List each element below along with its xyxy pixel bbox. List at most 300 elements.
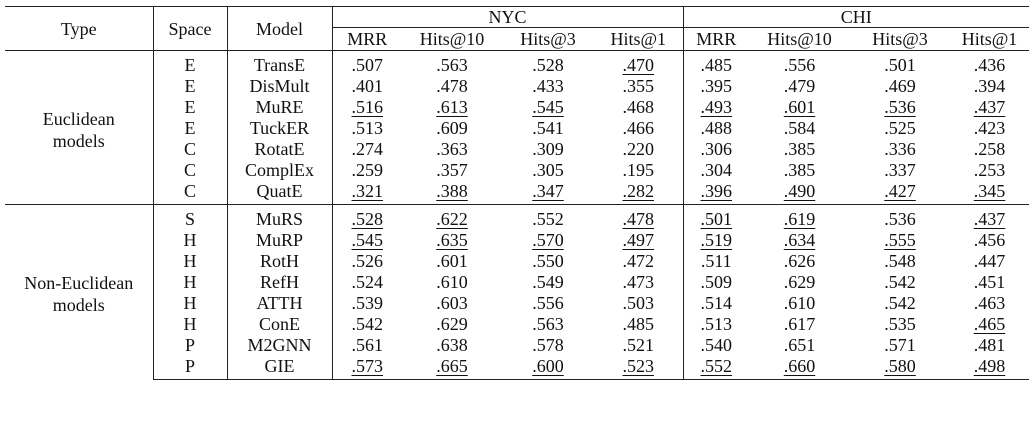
value-text: .363 <box>436 139 468 159</box>
value-cell <box>749 51 850 77</box>
value-cell <box>950 293 1029 314</box>
value-text: .629 <box>783 272 816 292</box>
value-cell <box>502 76 594 97</box>
table-row <box>5 230 1029 251</box>
value-text: .629 <box>436 314 468 334</box>
value-text: .220 <box>622 139 654 159</box>
value-cell <box>594 335 683 356</box>
value-text: .355 <box>622 76 654 96</box>
value-text: .490 <box>783 181 816 201</box>
value-cell <box>850 251 950 272</box>
space-cell: H <box>153 230 227 251</box>
value-cell <box>332 356 402 380</box>
value-cell <box>594 51 683 77</box>
value-cell <box>850 97 950 118</box>
value-cell <box>502 51 594 77</box>
value-cell <box>683 139 749 160</box>
model-cell: TuckER <box>227 118 332 139</box>
value-cell <box>950 230 1029 251</box>
value-cell <box>332 97 402 118</box>
value-cell <box>683 335 749 356</box>
value-text: .545 <box>532 97 564 117</box>
value-text: .337 <box>884 160 916 180</box>
value-text: .610 <box>783 293 816 313</box>
value-text: .626 <box>783 251 816 271</box>
value-cell <box>402 76 502 97</box>
value-cell <box>850 272 950 293</box>
value-cell <box>749 293 850 314</box>
value-text: .610 <box>436 272 468 292</box>
value-cell <box>749 205 850 231</box>
value-cell <box>594 293 683 314</box>
value-cell <box>683 272 749 293</box>
value-cell <box>332 230 402 251</box>
value-cell <box>502 293 594 314</box>
value-cell <box>594 76 683 97</box>
value-text: .516 <box>351 97 383 117</box>
value-cell <box>850 160 950 181</box>
value-text: .578 <box>532 335 564 355</box>
space-cell: P <box>153 356 227 380</box>
results-table <box>5 6 1029 380</box>
value-cell <box>594 251 683 272</box>
value-cell <box>683 181 749 205</box>
value-text: .423 <box>973 118 1006 138</box>
value-cell <box>850 293 950 314</box>
header-chi-hits1: Hits@1 <box>950 28 1029 51</box>
value-cell <box>749 335 850 356</box>
value-text: .601 <box>783 97 816 117</box>
value-cell <box>683 314 749 335</box>
value-text: .545 <box>351 230 383 250</box>
value-text: .488 <box>700 118 733 138</box>
value-text: .563 <box>532 314 564 334</box>
value-cell <box>850 139 950 160</box>
value-cell <box>502 160 594 181</box>
value-cell <box>594 230 683 251</box>
value-text: .306 <box>700 139 733 159</box>
value-cell <box>683 118 749 139</box>
value-cell <box>594 139 683 160</box>
value-cell <box>950 272 1029 293</box>
group-type-cell <box>5 205 153 380</box>
value-text: .427 <box>884 181 916 201</box>
value-cell <box>402 118 502 139</box>
value-cell <box>850 230 950 251</box>
value-text: .469 <box>884 76 916 96</box>
value-cell <box>502 251 594 272</box>
value-cell <box>502 97 594 118</box>
value-cell <box>402 356 502 380</box>
space-cell: E <box>153 97 227 118</box>
value-text: .542 <box>884 272 916 292</box>
table-body <box>5 51 1029 380</box>
value-text: .497 <box>622 230 654 250</box>
value-cell <box>402 314 502 335</box>
value-cell <box>594 205 683 231</box>
value-cell <box>332 251 402 272</box>
value-text: .436 <box>973 55 1006 75</box>
header-dataset-nyc: NYC <box>332 7 683 28</box>
header-type: Type <box>5 7 153 51</box>
value-cell <box>502 118 594 139</box>
value-text: .622 <box>436 209 468 229</box>
value-text: .437 <box>973 97 1006 117</box>
value-text: .304 <box>700 160 733 180</box>
value-text: .542 <box>884 293 916 313</box>
value-text: .282 <box>622 181 654 201</box>
value-cell <box>402 205 502 231</box>
value-text: .613 <box>436 97 468 117</box>
value-cell <box>683 293 749 314</box>
value-cell <box>332 181 402 205</box>
table-row <box>5 272 1029 293</box>
value-cell <box>502 230 594 251</box>
value-text: .401 <box>351 76 383 96</box>
value-text: .638 <box>436 335 468 355</box>
value-text: .472 <box>622 251 654 271</box>
value-text: .580 <box>884 356 916 376</box>
value-text: .609 <box>436 118 468 138</box>
value-text: .388 <box>436 181 468 201</box>
value-cell <box>502 314 594 335</box>
value-text: .556 <box>783 55 816 75</box>
value-text: .519 <box>700 230 733 250</box>
header-nyc-mrr: MRR <box>332 28 402 51</box>
value-cell <box>502 205 594 231</box>
value-cell <box>683 160 749 181</box>
value-text: .619 <box>783 209 816 229</box>
value-cell <box>950 76 1029 97</box>
value-cell <box>850 314 950 335</box>
table-row <box>5 51 1029 77</box>
value-text: .345 <box>973 181 1006 201</box>
header-chi-mrr: MRR <box>683 28 749 51</box>
header-dataset-chi: CHI <box>683 7 1029 28</box>
value-cell <box>749 230 850 251</box>
value-text: .541 <box>532 118 564 138</box>
table-row <box>5 76 1029 97</box>
value-cell <box>950 335 1029 356</box>
value-text: .634 <box>783 230 816 250</box>
table-row <box>5 356 1029 380</box>
value-text: .651 <box>783 335 816 355</box>
value-text: .468 <box>622 97 654 117</box>
table-row <box>5 293 1029 314</box>
value-cell <box>402 160 502 181</box>
space-cell: H <box>153 293 227 314</box>
space-cell: C <box>153 160 227 181</box>
value-cell <box>950 314 1029 335</box>
value-text: .478 <box>436 76 468 96</box>
value-text: .394 <box>973 76 1006 96</box>
model-cell: RefH <box>227 272 332 293</box>
value-cell <box>402 335 502 356</box>
value-text: .447 <box>973 251 1006 271</box>
model-cell: M2GNN <box>227 335 332 356</box>
value-text: .347 <box>532 181 564 201</box>
value-text: .478 <box>622 209 654 229</box>
value-text: .493 <box>700 97 733 117</box>
value-cell <box>950 118 1029 139</box>
value-cell <box>749 251 850 272</box>
value-cell <box>594 118 683 139</box>
header-nyc-hits1: Hits@1 <box>594 28 683 51</box>
table-row <box>5 160 1029 181</box>
value-cell <box>402 51 502 77</box>
value-cell <box>502 272 594 293</box>
value-cell <box>749 181 850 205</box>
value-text: .433 <box>532 76 564 96</box>
value-cell <box>749 97 850 118</box>
value-text: .511 <box>700 251 732 271</box>
value-cell <box>594 97 683 118</box>
space-cell: S <box>153 205 227 231</box>
value-text: .485 <box>700 55 733 75</box>
group-type-cell <box>5 51 153 205</box>
value-text: .617 <box>783 314 816 334</box>
value-text: .524 <box>351 272 383 292</box>
value-cell <box>594 272 683 293</box>
value-cell <box>502 335 594 356</box>
table-row <box>5 97 1029 118</box>
space-cell: C <box>153 181 227 205</box>
group-name-line2: models <box>52 130 105 151</box>
value-cell <box>850 205 950 231</box>
value-cell <box>749 76 850 97</box>
value-text: .573 <box>351 356 383 376</box>
value-text: .336 <box>884 139 916 159</box>
value-text: .357 <box>436 160 468 180</box>
value-text: .385 <box>783 160 816 180</box>
value-cell <box>402 251 502 272</box>
value-cell <box>332 160 402 181</box>
value-text: .473 <box>622 272 654 292</box>
model-cell: DisMult <box>227 76 332 97</box>
value-cell <box>850 335 950 356</box>
value-text: .539 <box>351 293 383 313</box>
header-nyc-hits3: Hits@3 <box>502 28 594 51</box>
table-row <box>5 118 1029 139</box>
value-cell <box>683 205 749 231</box>
header-nyc-hits10: Hits@10 <box>402 28 502 51</box>
model-cell: ConE <box>227 314 332 335</box>
value-cell <box>749 118 850 139</box>
value-cell <box>749 139 850 160</box>
value-cell <box>683 76 749 97</box>
value-text: .195 <box>622 160 654 180</box>
value-cell <box>402 181 502 205</box>
value-text: .507 <box>351 55 383 75</box>
value-cell <box>950 251 1029 272</box>
value-text: .550 <box>532 251 564 271</box>
value-text: .552 <box>700 356 733 376</box>
value-cell <box>950 205 1029 231</box>
space-cell: P <box>153 335 227 356</box>
value-text: .523 <box>622 356 654 376</box>
value-cell <box>950 139 1029 160</box>
value-text: .513 <box>700 314 733 334</box>
value-text: .535 <box>884 314 916 334</box>
value-cell <box>850 118 950 139</box>
model-cell: MuRS <box>227 205 332 231</box>
value-cell <box>332 293 402 314</box>
header-chi-hits3: Hits@3 <box>850 28 950 51</box>
value-text: .258 <box>973 139 1006 159</box>
value-cell <box>850 76 950 97</box>
space-cell: C <box>153 139 227 160</box>
value-cell <box>332 272 402 293</box>
value-text: .542 <box>351 314 383 334</box>
value-text: .571 <box>884 335 916 355</box>
header-model: Model <box>227 7 332 51</box>
value-text: .456 <box>973 230 1006 250</box>
space-cell: H <box>153 272 227 293</box>
group-name-line1: Non-Euclidean <box>24 273 134 294</box>
value-cell <box>332 118 402 139</box>
value-text: .536 <box>884 97 916 117</box>
value-text: .470 <box>622 55 654 75</box>
value-text: .485 <box>622 314 654 334</box>
model-cell: MuRP <box>227 230 332 251</box>
model-cell: TransE <box>227 51 332 77</box>
value-text: .465 <box>973 314 1006 334</box>
value-text: .451 <box>973 272 1006 292</box>
value-text: .481 <box>973 335 1006 355</box>
value-text: .259 <box>351 160 383 180</box>
value-cell <box>749 314 850 335</box>
value-text: .321 <box>351 181 383 201</box>
value-cell <box>402 272 502 293</box>
value-text: .253 <box>973 160 1006 180</box>
value-text: .600 <box>532 356 564 376</box>
value-text: .635 <box>436 230 468 250</box>
value-cell <box>950 356 1029 380</box>
value-text: .660 <box>783 356 816 376</box>
value-cell <box>683 251 749 272</box>
value-text: .463 <box>973 293 1006 313</box>
value-cell <box>594 181 683 205</box>
value-text: .665 <box>436 356 468 376</box>
value-cell <box>502 139 594 160</box>
space-cell: E <box>153 76 227 97</box>
value-text: .501 <box>884 55 916 75</box>
value-text: .437 <box>973 209 1006 229</box>
value-text: .309 <box>532 139 564 159</box>
value-cell <box>950 160 1029 181</box>
value-cell <box>950 97 1029 118</box>
space-cell: E <box>153 118 227 139</box>
value-cell <box>594 314 683 335</box>
value-cell <box>594 356 683 380</box>
value-text: .526 <box>351 251 383 271</box>
header-space: Space <box>153 7 227 51</box>
value-text: .528 <box>532 55 564 75</box>
value-text: .479 <box>783 76 816 96</box>
model-cell: RotatE <box>227 139 332 160</box>
value-cell <box>332 51 402 77</box>
value-cell <box>332 76 402 97</box>
table-row <box>5 251 1029 272</box>
table-row <box>5 181 1029 205</box>
value-text: .525 <box>884 118 916 138</box>
value-text: .548 <box>884 251 916 271</box>
table-row <box>5 314 1029 335</box>
value-text: .274 <box>351 139 383 159</box>
value-text: .601 <box>436 251 468 271</box>
value-text: .556 <box>532 293 564 313</box>
value-cell <box>332 335 402 356</box>
value-text: .396 <box>700 181 733 201</box>
value-cell <box>594 160 683 181</box>
value-text: .555 <box>884 230 916 250</box>
value-text: .498 <box>973 356 1006 376</box>
value-cell <box>683 51 749 77</box>
model-cell: QuatE <box>227 181 332 205</box>
value-cell <box>402 139 502 160</box>
model-cell: GIE <box>227 356 332 380</box>
value-text: .570 <box>532 230 564 250</box>
value-text: .536 <box>884 209 916 229</box>
value-text: .513 <box>351 118 383 138</box>
model-cell: ComplEx <box>227 160 332 181</box>
value-text: .561 <box>351 335 383 355</box>
group-name-line2: models <box>52 295 105 316</box>
value-cell <box>749 272 850 293</box>
value-text: .603 <box>436 293 468 313</box>
value-cell <box>332 205 402 231</box>
value-cell <box>749 356 850 380</box>
model-cell: ATTH <box>227 293 332 314</box>
value-cell <box>332 139 402 160</box>
value-cell <box>683 230 749 251</box>
value-cell <box>850 51 950 77</box>
value-text: .563 <box>436 55 468 75</box>
value-text: .466 <box>622 118 654 138</box>
model-cell: MuRE <box>227 97 332 118</box>
value-cell <box>850 356 950 380</box>
value-cell <box>850 181 950 205</box>
space-cell: E <box>153 51 227 77</box>
value-cell <box>950 181 1029 205</box>
header-chi-hits10: Hits@10 <box>749 28 850 51</box>
table-row <box>5 205 1029 231</box>
value-text: .305 <box>532 160 564 180</box>
value-text: .549 <box>532 272 564 292</box>
value-text: .540 <box>700 335 733 355</box>
table-row <box>5 335 1029 356</box>
group-name-line1: Euclidean <box>42 108 115 129</box>
model-cell: RotH <box>227 251 332 272</box>
value-cell <box>502 356 594 380</box>
space-cell: H <box>153 251 227 272</box>
table-row <box>5 139 1029 160</box>
value-text: .584 <box>783 118 816 138</box>
value-cell <box>402 293 502 314</box>
value-text: .552 <box>532 209 564 229</box>
value-cell <box>749 160 850 181</box>
value-cell <box>402 230 502 251</box>
value-cell <box>950 51 1029 77</box>
value-text: .395 <box>700 76 733 96</box>
value-text: .528 <box>351 209 383 229</box>
value-text: .385 <box>783 139 816 159</box>
value-cell <box>683 356 749 380</box>
value-text: .501 <box>700 209 733 229</box>
value-text: .521 <box>622 335 654 355</box>
value-cell <box>332 314 402 335</box>
value-cell <box>683 97 749 118</box>
